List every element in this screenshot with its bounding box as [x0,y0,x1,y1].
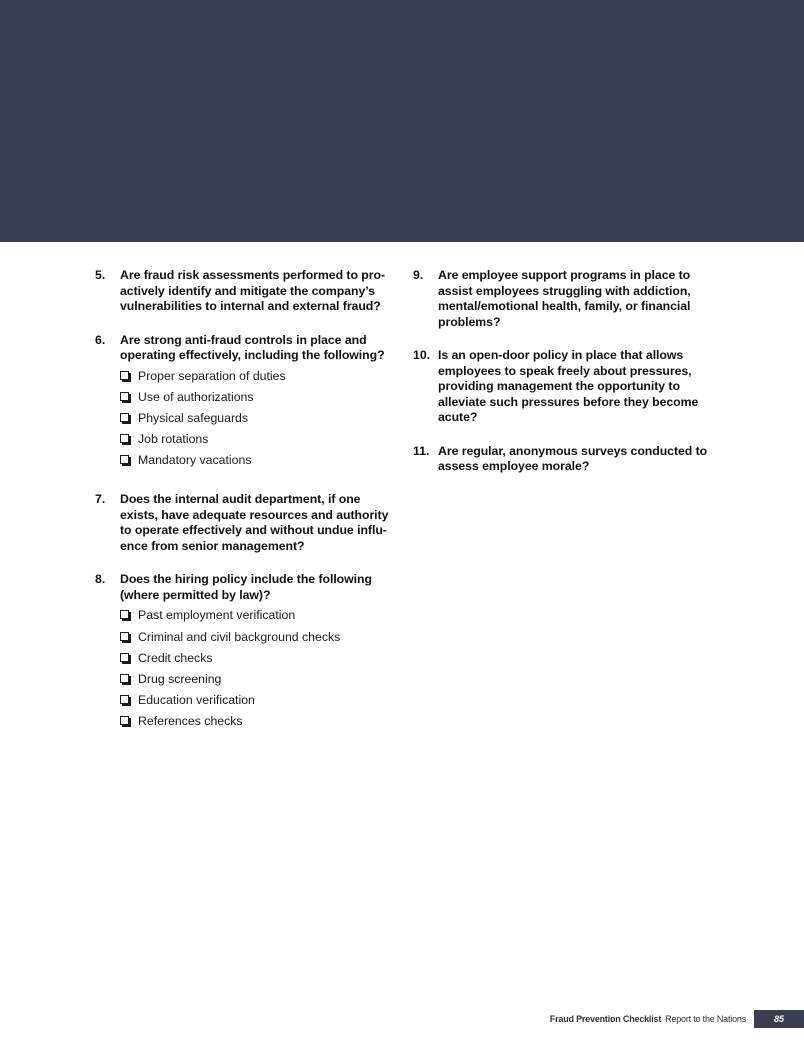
checkbox-icon[interactable] [120,455,129,464]
checklist-item[interactable] [120,651,390,672]
footer-subtitle: Report to the Nations [665,1014,746,1024]
checklist-label: Drug screening [138,672,222,686]
question-text: Are employee support programs in place to assist employees struggling with addiction, mental/emotional health, family, or financial problems? [438,268,691,329]
checkbox-icon[interactable] [120,413,129,422]
checkbox-icon[interactable] [120,716,129,725]
question-text: Are strong anti-fraud controls in place and operating effectively, including the following? [120,332,385,362]
question-text: Does the internal audit department, if one exists, have adequate resources and authority to operate effectively and without undue influ-ence from senior management? [120,492,389,553]
checklist-item[interactable] [120,390,390,411]
page-number: 85 [754,1010,804,1028]
checklist-label: Criminal and civil background checks [138,629,341,644]
checklist-item[interactable] [120,672,390,693]
page-footer [550,1010,804,1028]
question-number: 6. [95,332,106,347]
checkbox-icon[interactable] [120,632,129,641]
checklist-item[interactable] [120,453,390,474]
question-number: 7. [95,492,106,507]
checkbox-icon[interactable] [120,392,129,401]
checklist-item[interactable] [120,432,390,453]
question-8 [95,572,390,735]
checklist-item[interactable] [120,608,390,629]
question-number: 5. [95,268,106,282]
question-11 [413,444,713,475]
checklist-label: Mandatory vacations [138,453,252,468]
checkbox-icon[interactable] [120,674,129,683]
footer-title: Fraud Prevention Checklist [549,1014,662,1024]
question-10 [413,348,713,426]
checkbox-icon[interactable] [120,434,129,443]
question-number: 9. [413,268,424,282]
checklist-item[interactable] [120,630,390,651]
checkbox-icon[interactable] [120,695,129,704]
question-text: Is an open-door policy in place that allows employees to speak freely about pressures, providing management the opportunity to alleviate such pressures before they become acute? [438,348,699,424]
checklist-label: Credit checks [138,650,213,665]
checklist-item[interactable] [120,411,390,432]
right-column [413,268,713,493]
question-5 [95,268,390,315]
checklist-label: References checks [138,714,243,729]
checklist [120,608,390,735]
checkbox-icon[interactable] [120,610,129,619]
question-text: Are regular, anonymous surveys conducted to assess employee morale? [438,443,708,473]
question-text: Does the hiring policy include the following (where permitted by law)? [120,572,372,602]
question-number: 8. [95,572,106,587]
checklist-label: Physical safeguards [138,410,249,425]
checklist-item[interactable] [120,714,390,735]
question-number: 11. [413,443,430,458]
checklist-label: Past employment verification [138,608,296,623]
checklist-label: Job rotations [138,432,209,447]
left-column [95,268,390,754]
question-number: 10. [413,348,431,362]
question-6 [95,333,390,475]
checkbox-icon[interactable] [120,371,129,380]
checklist [120,369,390,475]
header-band [0,0,804,242]
checkbox-icon[interactable] [120,653,129,662]
checklist-item[interactable] [120,693,390,714]
question-9 [413,268,713,330]
question-text: Are fraud risk assessments performed to pro-actively identify and mitigate the company’s vulnerabilities to internal and external fraud? [120,268,385,313]
checklist-label: Proper separation of duties [138,368,286,383]
checklist-label: Use of authorizations [138,389,254,404]
question-7 [95,492,390,554]
checklist-item[interactable] [120,369,390,390]
checklist-label: Education verification [138,693,255,708]
